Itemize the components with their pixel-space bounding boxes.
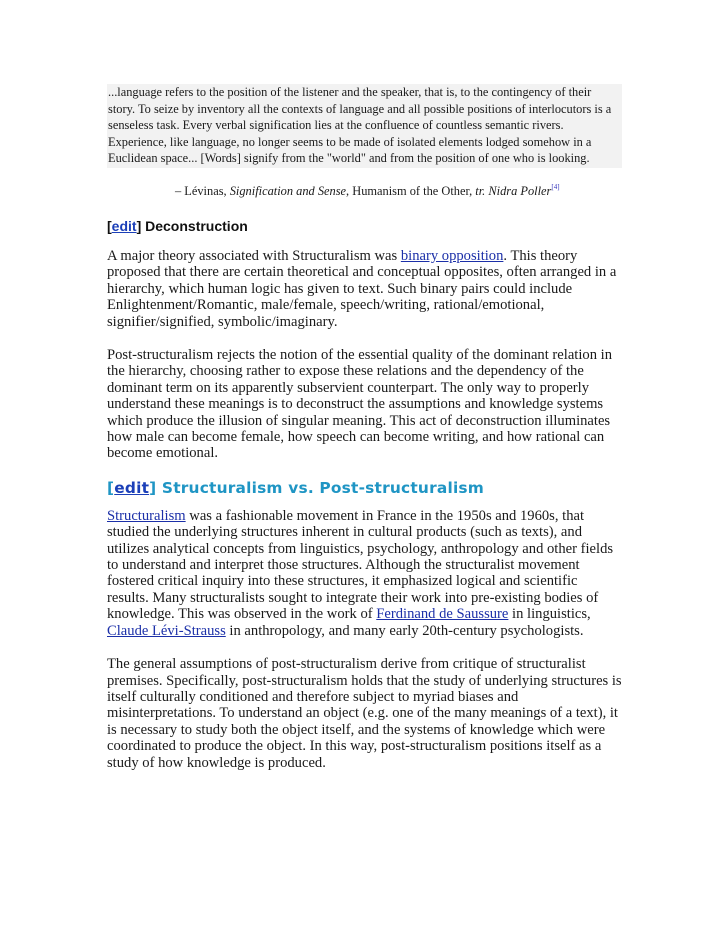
paragraph-text: in linguistics, [508,606,591,623]
section-heading-deconstruction: [edit] Deconstruction [107,217,248,234]
paragraph [107,248,622,330]
edit-link-structuralism[interactable]: edit [114,478,150,497]
saussure-link[interactable]: Ferdinand de Saussure [376,606,509,623]
quote-attribution [107,168,622,204]
attribution-middle: , Humanism of the Other, [346,183,476,198]
section-title: Structuralism vs. Post-structuralism [161,478,485,497]
levi-strauss-link[interactable]: Claude Lévi-Strauss [107,622,226,639]
attribution-prefix: – Lévinas, [175,183,230,198]
binary-opposition-link[interactable]: binary opposition [400,247,504,264]
structuralism-link[interactable]: Structuralism [107,507,186,524]
paragraph-text: . This theory proposed that there are certain theoretical and conceptual opposites, often arranged in a hierarchy, which human logic has given to text. Such binary pairs could include Enlightenment/Romantic, male/female, speech/writing, rational/emotional, signifier/signified, symbolic/imaginary. [107,247,617,330]
document-page [107,84,622,788]
paragraph [107,508,622,639]
section-title: Deconstruction [145,217,248,234]
paragraph: The general assumptions of post-structuralism derive from critique of structuralist premises. Specifically, post-structuralism holds that the study of underlying structures is itself culturally conditioned and therefore subject to myriad biases and misinterpretations. To understand an object (e.g. one of the many meanings of a text), it is necessary to study both the object itself, and the systems of knowledge which were coordinated to produce the object. In this way, post-structuralism positions itself as a study of how knowledge is produced. [107,656,622,771]
edit-link-deconstruction[interactable]: edit [111,217,137,234]
attribution-work-title: Signification and Sense [229,183,347,198]
attribution-translator: tr. Nidra Poller [475,183,552,198]
paragraph-text: in anthropology, and many early 20th-century psychologists. [225,622,584,639]
section-heading-structuralism-vs-post: [edit] Structuralism vs. Post-structuralism [107,478,485,497]
blockquote [107,84,622,168]
paragraph-text: A major theory associated with Structuralism was [107,247,401,264]
reference-link[interactable]: [4] [551,182,560,191]
paragraph: Post-structuralism rejects the notion of the essential quality of the dominant relation in the hierarchy, choosing rather to expose these relations and the dependency of the dominant term on its apparently subservient counterpart. The only way to properly understand these meanings is to deconstruct the assumptions and knowledge systems which produce the illusion of singular meaning. This act of deconstruction illuminates how male can become female, how speech can become writing, and how rational can become emotional. [107,347,612,462]
quote-text: ...language refers to the position of the listener and the speaker, that is, to the contingency of their story. To seize by inventory all the contexts of language and all possible positions of interlocutors is a senseless task. Every verbal signification lies at the confluence of countless semantic rivers. Experience, like language, no longer seems to be made of isolated elements lodged somehow in a Euclidean space... [Words] signify from the "world" and from the position of one who is looking. [108,85,612,166]
paragraph-text: was a fashionable movement in France in the 1950s and 1960s, that studied the underlying structures inherent in cultural products (such as texts), and utilizes analytical concepts from linguistics, psychology, anthropology and other fields to understand and interpret those structures. Although the structuralist movement fostered critical inquiry into these structures, it emphasized logical and scientific results. Many structuralists sought to integrate their work into pre-existing bodies of knowledge. This was observed in the work of [107,507,614,623]
